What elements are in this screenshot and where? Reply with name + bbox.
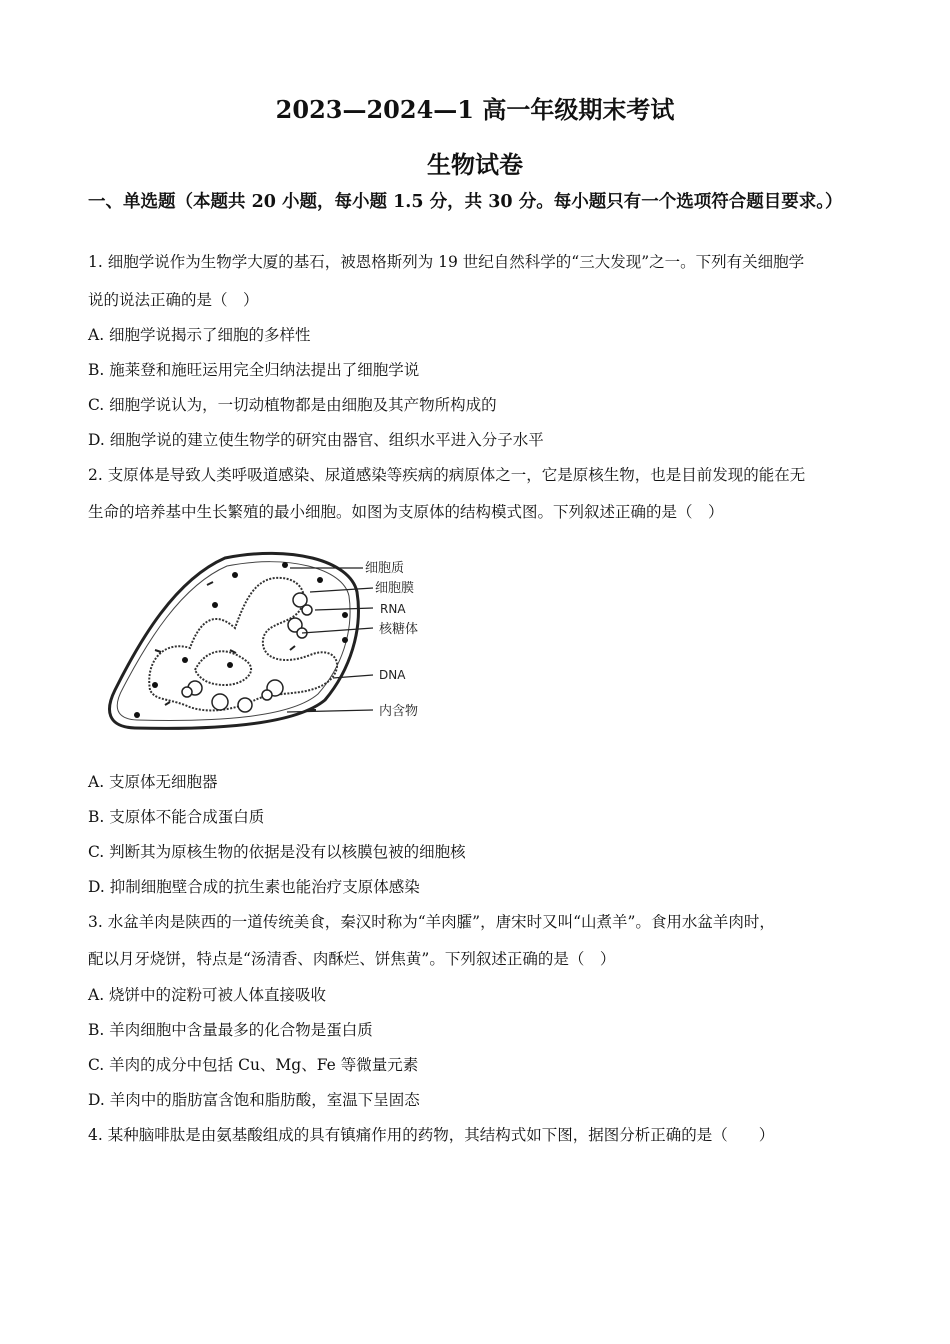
label-rna: RNA: [380, 602, 406, 616]
q1-option-b: B. 施莱登和施旺运用完全归纳法提出了细胞学说: [88, 361, 420, 379]
exam-subtitle: 生物试卷: [427, 150, 523, 179]
dna-squiggle: [149, 578, 337, 711]
q3-stem-line-1: 3. 水盆羊肉是陕西的一道传统美食，秦汉时称为“羊肉臛”，唐宋时又叫“山煮羊”。食用水盆羊肉时，: [88, 913, 775, 931]
q3-option-c: C. 羊肉的成分中包括 Cu、Mg、Fe 等微量元素: [88, 1056, 419, 1074]
q3-option-d: D. 羊肉中的脂肪富含饱和脂肪酸，室温下呈固态: [88, 1091, 420, 1109]
section-heading: 一、单选题（本题共 20 小题，每小题 1.5 分，共 30 分。每小题只有一个选项符合题目要求。）: [88, 192, 843, 212]
label-cytoplasm: 细胞质: [365, 561, 405, 576]
q2-stem-line-2: 生命的培养基中生长繁殖的最小细胞。如图为支原体的结构模式图。下列叙述正确的是（ ）: [88, 503, 724, 521]
exam-title: 2023—2024—1 高一年级期末考试: [275, 95, 675, 124]
q4-stem-line-1: 4. 某种脑啡肽是由氨基酸组成的具有镇痛作用的药物，其结构式如下图，据图分析正确的是（ ）: [88, 1126, 775, 1144]
q3-option-a: A. 烧饼中的淀粉可被人体直接吸收: [88, 986, 327, 1004]
q2-stem-line-1: 2. 支原体是导致人类呼吸道感染、尿道感染等疾病的病原体之一，它是原核生物，也是目前发现的能在无: [88, 466, 806, 484]
q3-stem-line-2: 配以月牙烧饼，特点是“汤清香、肉酥烂、饼焦黄”。下列叙述正确的是（ ）: [88, 950, 616, 968]
q2-option-a: A. 支原体无细胞器: [88, 773, 218, 791]
ribosomes: [182, 593, 312, 712]
label-ribosome: 核糖体: [379, 622, 419, 637]
q1-option-a: A. 细胞学说揭示了细胞的多样性: [88, 326, 311, 344]
q2-option-c: C. 判断其为原核生物的依据是没有以核膜包被的细胞核: [88, 843, 466, 861]
label-cell-membrane: 细胞膜: [375, 581, 415, 596]
q3-option-b: B. 羊肉细胞中含量最多的化合物是蛋白质: [88, 1021, 373, 1039]
q1-option-d: D. 细胞学说的建立使生物学的研究由器官、组织水平进入分子水平: [88, 431, 544, 449]
inclusion-dots: [134, 562, 348, 718]
q1-stem-line-1: 1. 细胞学说作为生物学大厦的基石，被恩格斯列为 19 世纪自然科学的“三大发现”之一。下列有关细胞学: [88, 253, 805, 271]
q1-option-c: C. 细胞学说认为，一切动植物都是由细胞及其产物所构成的: [88, 396, 497, 414]
label-inclusion: 内含物: [379, 704, 419, 719]
mycoplasma-structure-figure: [95, 540, 455, 745]
label-dna: DNA: [379, 668, 406, 682]
q2-option-b: B. 支原体不能合成蛋白质: [88, 808, 265, 826]
q2-option-d: D. 抑制细胞壁合成的抗生素也能治疗支原体感染: [88, 878, 420, 896]
q1-stem-line-2: 说的说法正确的是（ ）: [88, 291, 259, 309]
